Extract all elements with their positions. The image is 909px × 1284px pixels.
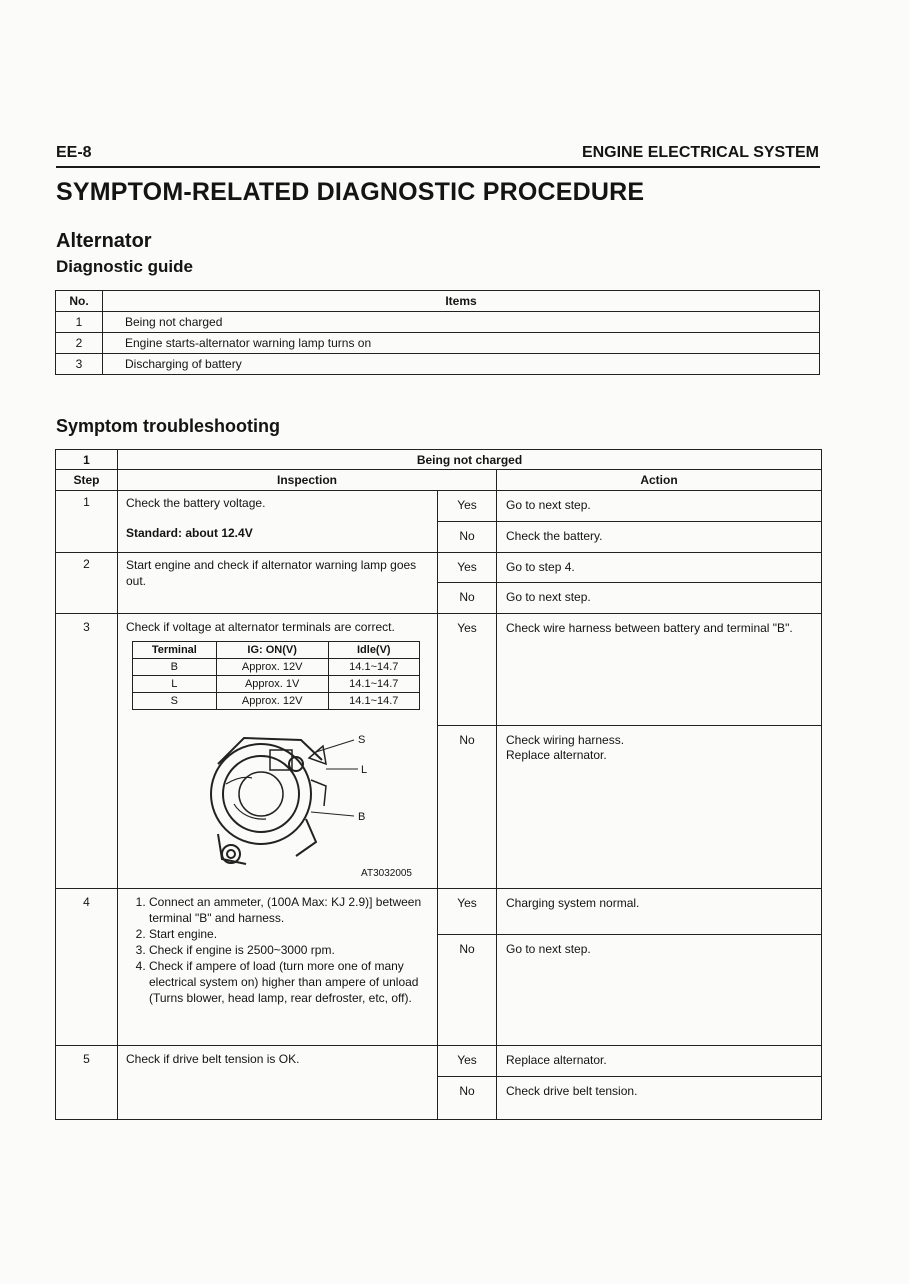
guide-title: Diagnostic guide: [56, 257, 193, 276]
guide-no: 2: [56, 333, 103, 354]
table-row: [56, 1046, 822, 1077]
guide-item: Engine starts-alternator warning lamp turns on: [103, 333, 820, 354]
terminal-voltage-table: [132, 641, 420, 710]
symptom-troubleshooting-table: [55, 449, 822, 1120]
guide-no: 1: [56, 312, 103, 333]
guide-item: Being not charged: [103, 312, 820, 333]
no-label: No: [438, 583, 497, 614]
symptom-no: 1: [56, 450, 118, 470]
header-rule: [56, 166, 820, 168]
guide-no: 3: [56, 354, 103, 375]
label-b: B: [358, 811, 366, 823]
ig-on-cell: Approx. 12V: [216, 693, 328, 710]
idle-cell: 14.1~14.7: [328, 676, 419, 693]
table-row: [133, 676, 420, 693]
ig-on-cell: Approx. 12V: [216, 659, 328, 676]
table-row: [56, 889, 822, 935]
no-action: Check wiring harness.: [506, 732, 625, 747]
inspection-cell: [118, 491, 438, 553]
system-title: ENGINE ELECTRICAL SYSTEM: [581, 144, 819, 161]
page-code: EE-8: [56, 144, 92, 161]
label-l: L: [361, 764, 368, 776]
column-header-row: [56, 470, 822, 491]
guide-col-items: Items: [103, 291, 820, 312]
terminal-header: Terminal: [133, 642, 217, 659]
step-number: 3: [56, 614, 118, 889]
ig-on-cell: Approx. 1V: [216, 676, 328, 693]
diagnostic-guide-table: [55, 290, 820, 375]
step-number: 2: [56, 553, 118, 614]
idle-cell: 14.1~14.7: [328, 659, 419, 676]
no-label: No: [438, 522, 497, 553]
yes-action: Charging system normal.: [497, 889, 822, 935]
table-row: [133, 693, 420, 710]
no-action-cell: [497, 725, 822, 888]
inspection-cell: [118, 889, 438, 1046]
terminal-cell: B: [133, 659, 217, 676]
yes-action: Replace alternator.: [497, 1046, 822, 1077]
no-action: Check the battery.: [497, 522, 822, 553]
col-inspection: Inspection: [118, 470, 497, 491]
terminal-cell: S: [133, 693, 217, 710]
no-action: Go to next step.: [497, 583, 822, 614]
guide-header-row: [56, 291, 820, 312]
table-row: [56, 614, 822, 726]
col-action: Action: [497, 470, 822, 491]
yes-action: Go to step 4.: [497, 553, 822, 583]
table-row: [56, 491, 822, 522]
inspection-steps: [126, 894, 429, 1006]
page-title: SYMPTOM-RELATED DIAGNOSTIC PROCEDURE: [56, 178, 645, 206]
step-number: 5: [56, 1046, 118, 1120]
alternator-figure: [126, 724, 426, 884]
list-item: 2. Start engine.: [149, 926, 429, 942]
idle-header: Idle(V): [328, 642, 419, 659]
guide-item: Discharging of battery: [103, 354, 820, 375]
table-row: [56, 354, 820, 375]
step-number: 1: [56, 491, 118, 553]
inspection-text: Start engine and check if alternator warning lamp goes out.: [118, 553, 438, 614]
troubleshooting-title: Symptom troubleshooting: [56, 416, 280, 436]
yes-action: Check wire harness between battery and terminal "B".: [497, 614, 822, 726]
alternator-illustration: [126, 724, 426, 884]
yes-label: Yes: [438, 1046, 497, 1077]
yes-action: Go to next step.: [497, 491, 822, 522]
yes-label: Yes: [438, 553, 497, 583]
table-row: [56, 333, 820, 354]
yes-label: Yes: [438, 491, 497, 522]
guide-col-no: No.: [56, 291, 103, 312]
list-item: 1. Connect an ammeter, (100A Max: KJ 2.9)] between terminal "B" and harness.: [149, 894, 429, 926]
inspection-cell: [118, 614, 438, 889]
table-row: [56, 553, 822, 583]
symptom-name: Being not charged: [118, 450, 822, 470]
no-action: Check drive belt tension.: [497, 1077, 822, 1120]
yes-label: Yes: [438, 889, 497, 935]
no-label: No: [438, 935, 497, 1046]
no-action: Go to next step.: [497, 935, 822, 1046]
terminal-header-row: [133, 642, 420, 659]
figure-code: AT3032005: [361, 868, 412, 879]
list-item: 4. Check if ampere of load (turn more one of many electrical system on) higher than ampere of unload (Turns blower, head lamp, rear defroster, etc, off).: [149, 958, 429, 1006]
ig-on-header: IG: ON(V): [216, 642, 328, 659]
idle-cell: 14.1~14.7: [328, 693, 419, 710]
yes-label: Yes: [438, 614, 497, 726]
list-item: 3. Check if engine is 2500~3000 rpm.: [149, 942, 429, 958]
step-number: 4: [56, 889, 118, 1046]
table-row: [56, 312, 820, 333]
inspection-text: Check the battery voltage.: [126, 496, 266, 510]
standard-value: Standard: about 12.4V: [126, 526, 253, 540]
no-label: No: [438, 1077, 497, 1120]
no-action: Replace alternator.: [506, 747, 607, 762]
section-title: Alternator: [56, 230, 152, 252]
inspection-text: Check if voltage at alternator terminals are correct.: [126, 620, 395, 634]
terminal-cell: L: [133, 676, 217, 693]
inspection-text: Check if drive belt tension is OK.: [118, 1046, 438, 1120]
col-step: Step: [56, 470, 118, 491]
symptom-row: [56, 450, 822, 470]
no-label: No: [438, 725, 497, 888]
table-row: [133, 659, 420, 676]
label-s: S: [358, 734, 366, 746]
